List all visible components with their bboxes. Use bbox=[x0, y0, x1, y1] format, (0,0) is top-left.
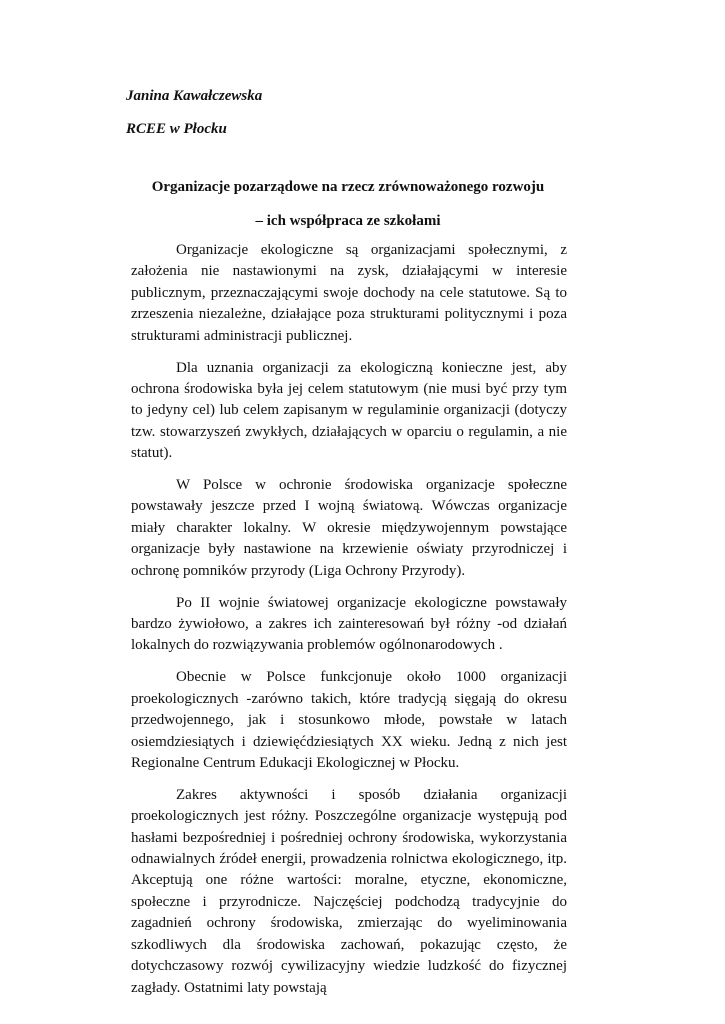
author-name: Janina Kawałczewska bbox=[126, 88, 263, 104]
paragraph: Dla uznania organizacji za ekologiczną konieczne jest, aby ochrona środowiska była jej celem statutowym (nie musi być przy tym to jedyny cel) lub celem zapisanym w regulaminie organizacji (dotyczy tzw. stowarzyszeń zwykłych, działających w oparciu o regulamin, a nie statut). bbox=[131, 359, 567, 462]
paragraph: Obecnie w Polsce funkcjonuje około 1000 organizacji proekologicznych -zarówno takich, które tradycją sięgają do okresu przedwojennego, jak i stosunkowo młode, powstałe w latach osiemdziesiątych i dziewięćdziesiątych XX wieku. Jedną z nich jest Regionalne Centrum Edukacji Ekologicznej w Płocku. bbox=[131, 669, 567, 771]
document-subtitle: – ich współpraca ze szkołami bbox=[255, 213, 441, 229]
author-institution: RCEE w Płocku bbox=[126, 121, 227, 137]
paragraph: Po II wojnie światowej organizacje ekologiczne powstawały bardzo żywiołowo, a zakres ich zainteresowań był różny -od działań lokalnych do rozwiązywania problemów ogólnonarodowych . bbox=[131, 594, 567, 654]
paragraph: Organizacje ekologiczne są organizacjami społecznymi, z założenia nie nastawionymi na zysk, działającymi w interesie publicznym, przeznaczającymi swoje dochody na cele statutowe. Są to zrzeszenia niezależne, działające poza strukturami politycznymi i poza strukturami administracji publicznej. bbox=[131, 242, 567, 344]
paragraph: Zakres aktywności i sposób działania organizacji proekologicznych jest różny. Poszczególne organizacje występują pod hasłami bezpośredniej i pośredniej ochrony środowiska, wykorzystania odnawialnych źródeł energii, prowadzenia rolnictwa ekologicznego, itp. Akceptują one różne wartości: moralne, etyczne, ekonomiczne, społeczne i przyrodnicze. Najczęściej podchodzą tradycyjnie do zagadnień ochrony środowiska, zmierzając do wyeliminowania szkodliwych dla środowiska zachowań, pokazując często, że dotychczasowy rozwój cywilizacyjny wiedzie ludzkość do fizycznej zagłady. Ostatnimi laty powstają bbox=[131, 786, 567, 996]
paragraph: W Polsce w ochronie środowiska organizacje społeczne powstawały jeszcze przed I wojną światową. Wówczas organizacje miały charakter lokalny. W okresie międzywojennym powstające organizacje były nastawione na krzewienie oświaty przyrodniczej i ochronę pomników przyrody (Liga Ochrony Przyrody). bbox=[131, 477, 567, 579]
document-body bbox=[131, 240, 567, 1009]
document-title: Organizacje pozarządowe na rzecz zrównoważonego rozwoju bbox=[151, 179, 545, 195]
